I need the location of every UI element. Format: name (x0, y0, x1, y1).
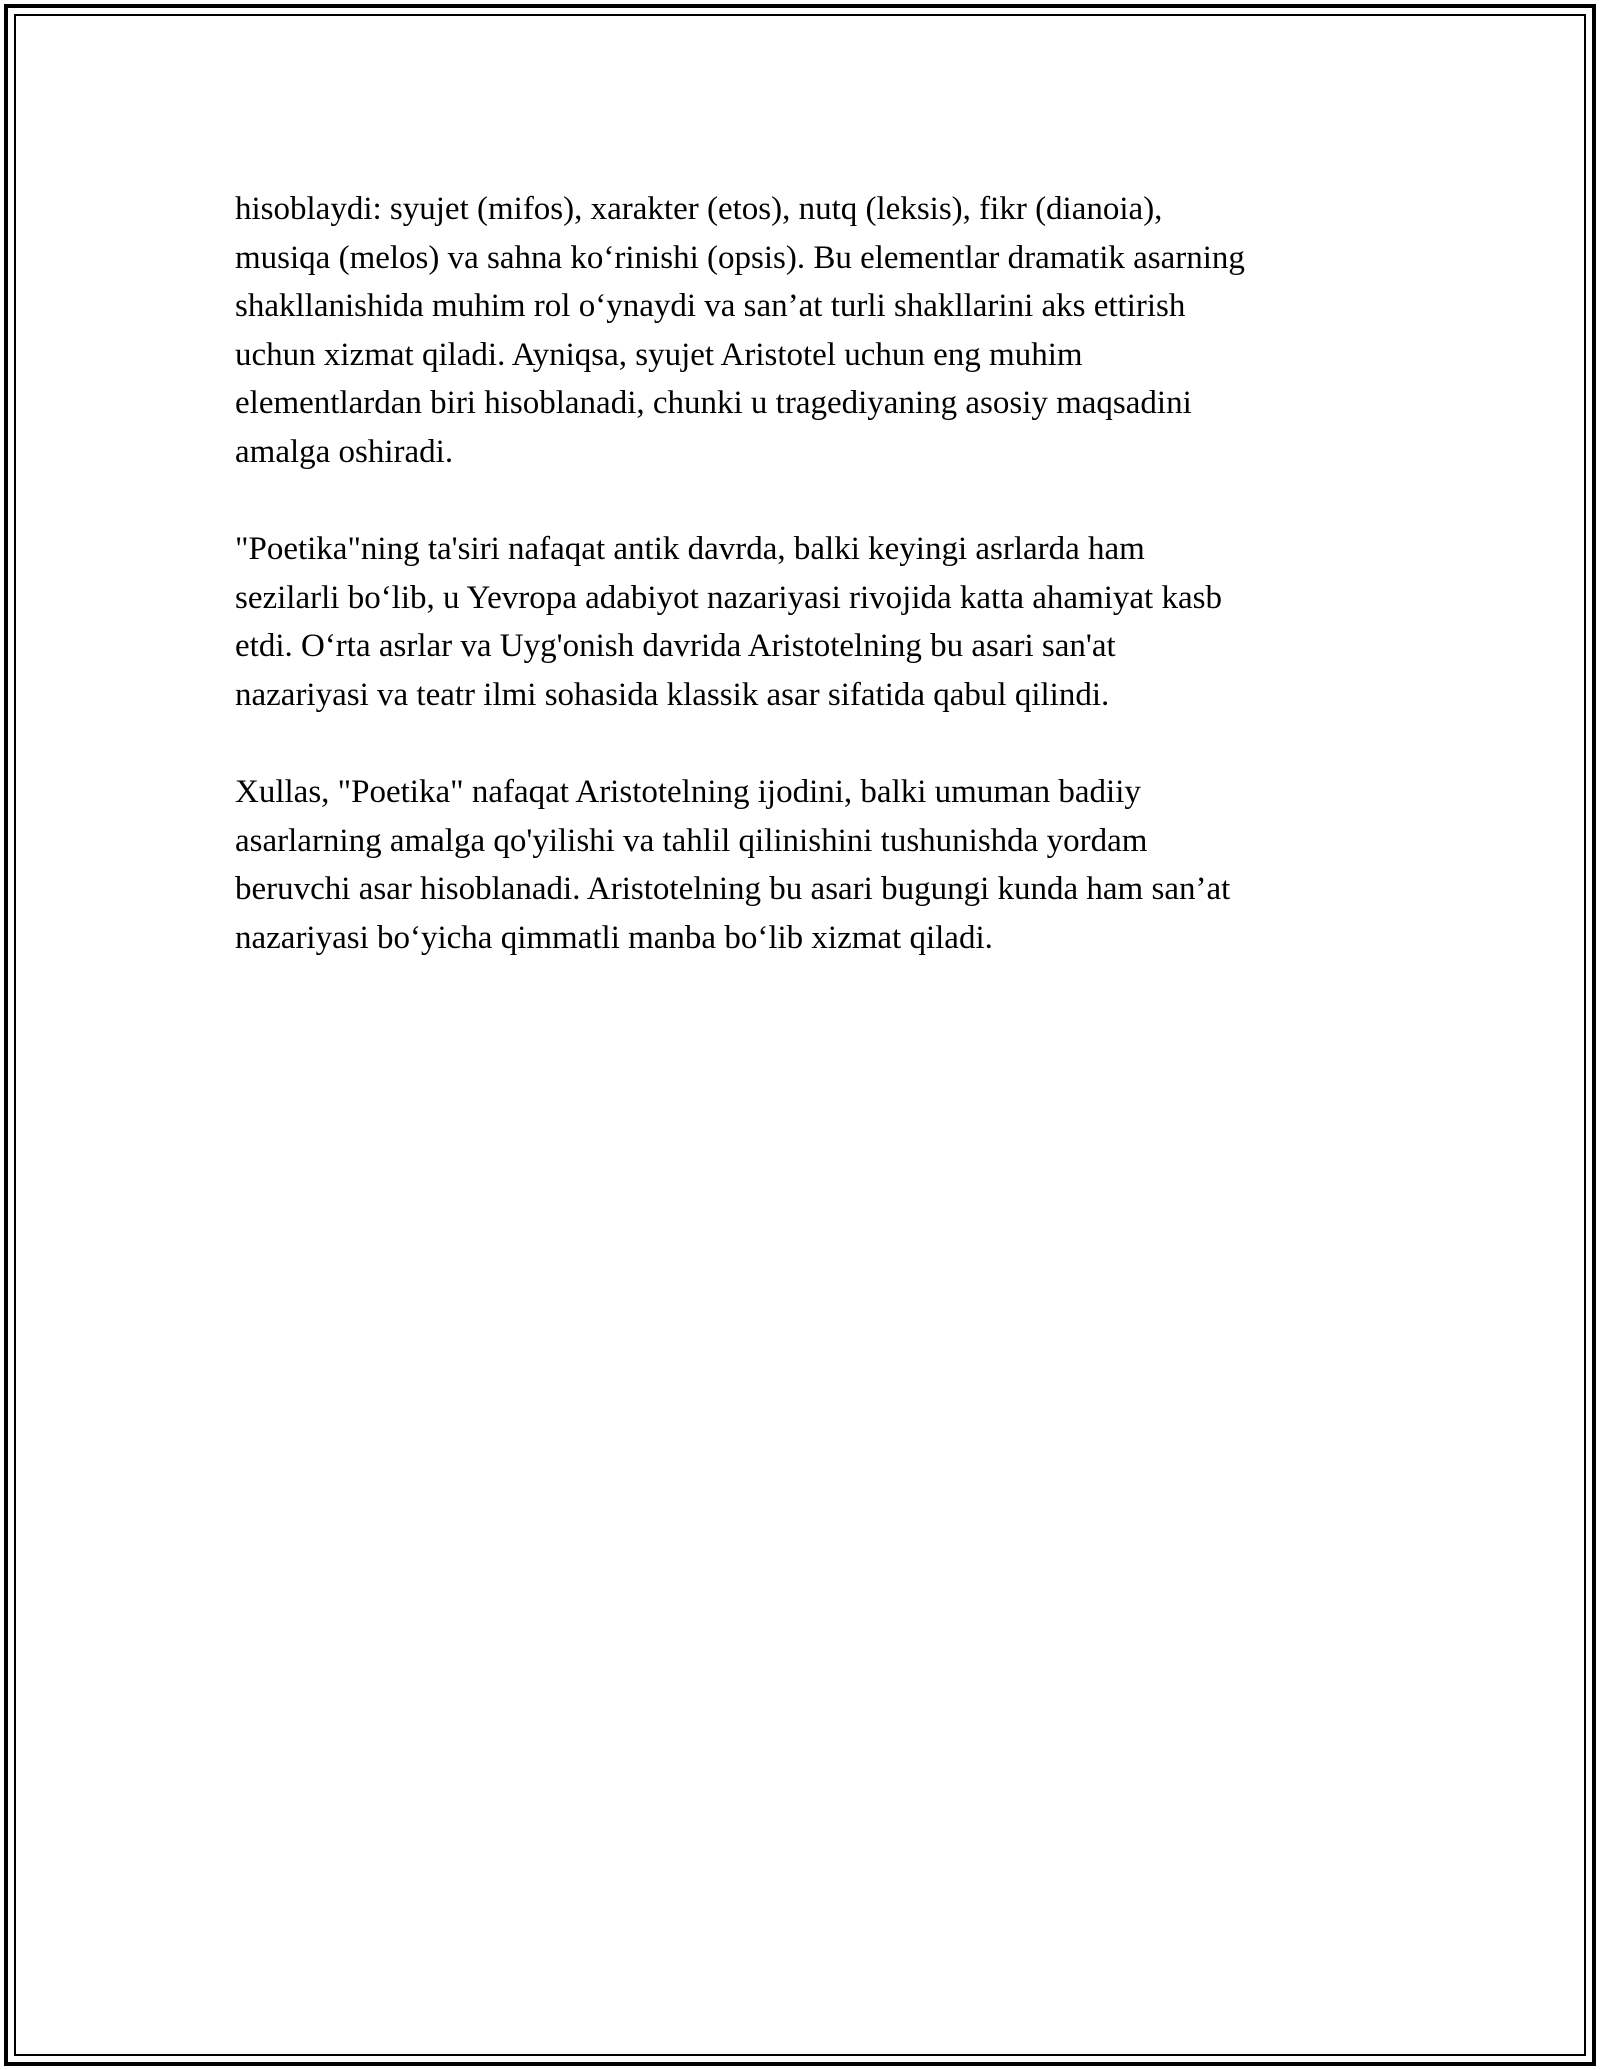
paragraph-elements: hisoblaydi: syujet (mifos), xarakter (etos), nutq (leksis), fikr (dianoia), musiqa (melos) va sahna ko‘rinishi (opsis). Bu elementlar dramatik asarning shakllanishida muhim rol o‘ynaydi va san’at turli shakllarini aks ettirish uchun xizmat qiladi. Ayniqsa, syujet Aristotel uchun eng muhim elementlardan biri hisoblanadi, chunki u tragediyaning asosiy maqsadini amalga oshiradi. (235, 191, 1245, 470)
paragraph-conclusion: Xullas, "Poetika" nafaqat Aristotelning ijodini, balki umuman badiiy asarlarning amalga qo'yilishi va tahlil qilinishini tushunishda yordam beruvchi asar hisoblanadi. Aristotelning bu asari bugungi kunda ham san’at nazariyasi bo‘yicha qimmatli manba bo‘lib xizmat qiladi. (235, 774, 1231, 956)
document-body (235, 185, 1385, 1011)
paragraph-influence: "Poetika"ning ta'siri nafaqat antik davrda, balki keyingi asrlarda ham sezilarli bo‘lib, u Yevropa adabiyot nazariyasi rivojida katta ahamiyat kasb etdi. O‘rta asrlar va Uyg'onish davrida Aristotelning bu asari san'at nazariyasi va teatr ilmi sohasida klassik asar sifatida qabul qilindi. (235, 531, 1222, 713)
